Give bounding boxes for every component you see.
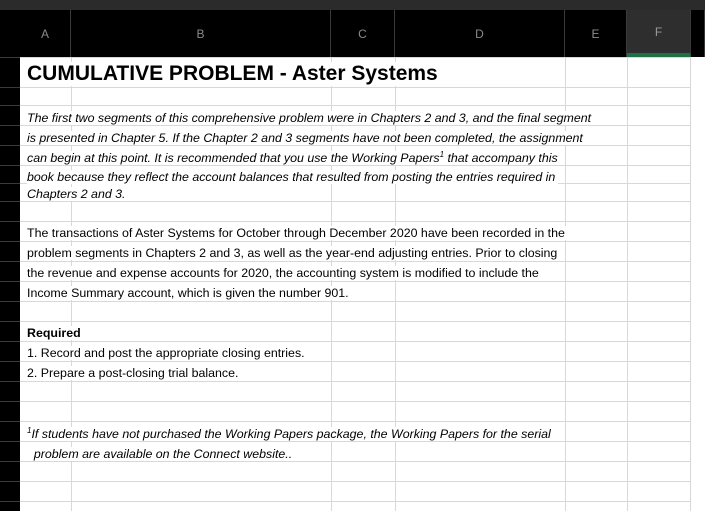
column-header-f[interactable]: F bbox=[627, 10, 691, 57]
footnote-line-1-text: If students have not purchased the Working Papers package, the Working Papers for the serial bbox=[31, 427, 551, 441]
row-header-divider bbox=[0, 401, 20, 402]
row-header-divider bbox=[0, 145, 20, 146]
spreadsheet-grid[interactable] bbox=[20, 57, 705, 511]
row-gridline bbox=[20, 461, 705, 462]
footnote-line-1[interactable] bbox=[27, 427, 554, 441]
intro-line-3-continuation: that accompany this bbox=[444, 151, 558, 165]
row-gridline bbox=[20, 87, 705, 88]
required-item-2[interactable]: 2. Prepare a post-closing trial balance. bbox=[27, 366, 241, 380]
footnote-marker: 1 bbox=[439, 150, 445, 159]
intro-line-1[interactable]: The first two segments of this comprehensive problem were in Chapters 2 and 3, and the final segment bbox=[27, 111, 594, 125]
row-gridline bbox=[20, 401, 705, 402]
column-g-partial-cells[interactable] bbox=[690, 57, 705, 511]
row-header-divider bbox=[0, 221, 20, 222]
row-header-divider bbox=[0, 241, 20, 242]
row-header-divider bbox=[0, 321, 20, 322]
row-gridline bbox=[20, 301, 705, 302]
transaction-line-3[interactable]: the revenue and expense accounts for 2020, the accounting system is modified to include the bbox=[27, 266, 542, 280]
row-gridline bbox=[20, 201, 705, 202]
row-header-divider bbox=[0, 481, 20, 482]
title-bar-strip bbox=[0, 0, 705, 10]
row-header-divider bbox=[0, 461, 20, 462]
row-header-divider bbox=[0, 261, 20, 262]
row-gridline bbox=[20, 381, 705, 382]
row-header-divider bbox=[0, 201, 20, 202]
row-gridline bbox=[20, 321, 705, 322]
row-header-divider bbox=[0, 281, 20, 282]
intro-line-3-text: can begin at this point. It is recommended that you use the Working Papers bbox=[27, 151, 440, 165]
column-header-c[interactable]: C bbox=[331, 10, 395, 57]
row-gridline bbox=[20, 281, 705, 282]
row-header-divider bbox=[0, 87, 20, 88]
column-header-g-partial[interactable] bbox=[691, 10, 705, 57]
row-header-gutter[interactable] bbox=[0, 57, 20, 511]
intro-line-2[interactable]: is presented in Chapter 5. If the Chapter 2 and 3 segments have not been completed, the assignment bbox=[27, 131, 586, 145]
row-header-divider bbox=[0, 183, 20, 184]
row-gridline bbox=[20, 57, 705, 58]
required-item-1[interactable]: 1. Record and post the appropriate closing entries. bbox=[27, 346, 308, 360]
row-gridline bbox=[20, 165, 705, 166]
intro-line-3[interactable] bbox=[27, 151, 561, 165]
row-header-divider bbox=[0, 57, 20, 58]
row-gridline bbox=[20, 125, 705, 126]
footnote-line-2[interactable]: problem are available on the Connect website.. bbox=[27, 447, 295, 461]
row-header-divider bbox=[0, 341, 20, 342]
row-header-divider bbox=[0, 381, 20, 382]
row-header-divider bbox=[0, 105, 20, 106]
row-gridline bbox=[20, 261, 705, 262]
required-heading[interactable]: Required bbox=[27, 326, 84, 340]
row-header-divider bbox=[0, 501, 20, 502]
row-gridline bbox=[20, 241, 705, 242]
row-gridline bbox=[20, 341, 705, 342]
intro-line-4[interactable]: book because they reflect the account balances that resulted from posting the entries required in bbox=[27, 170, 558, 184]
column-header-a[interactable]: A bbox=[20, 10, 71, 57]
row-gridline bbox=[20, 221, 705, 222]
transaction-line-4[interactable]: Income Summary account, which is given the number 901. bbox=[27, 286, 352, 300]
row-gridline bbox=[20, 501, 705, 502]
transaction-line-1[interactable]: The transactions of Aster Systems for October through December 2020 have been recorded in the bbox=[27, 226, 568, 240]
row-header-divider bbox=[0, 441, 20, 442]
row-header-divider bbox=[0, 421, 20, 422]
row-gridline bbox=[20, 361, 705, 362]
column-header-e[interactable]: E bbox=[565, 10, 627, 57]
row-header-divider bbox=[0, 125, 20, 126]
row-gridline bbox=[20, 481, 705, 482]
row-gridline bbox=[20, 105, 705, 106]
row-header-divider bbox=[0, 301, 20, 302]
column-header-d[interactable]: D bbox=[395, 10, 565, 57]
row-header-divider bbox=[0, 361, 20, 362]
row-header-divider bbox=[0, 165, 20, 166]
intro-line-5[interactable]: Chapters 2 and 3. bbox=[27, 187, 129, 201]
column-header-b[interactable]: B bbox=[71, 10, 331, 57]
row-gridline bbox=[20, 145, 705, 146]
transaction-line-2[interactable]: problem segments in Chapters 2 and 3, as well as the year-end adjusting entries. Prior to closing bbox=[27, 246, 560, 260]
row-gridline bbox=[20, 421, 705, 422]
footnote-marker-2: 1 bbox=[27, 426, 32, 435]
row-gridline bbox=[20, 441, 705, 442]
sheet-title[interactable]: CUMULATIVE PROBLEM - Aster Systems bbox=[27, 62, 444, 86]
